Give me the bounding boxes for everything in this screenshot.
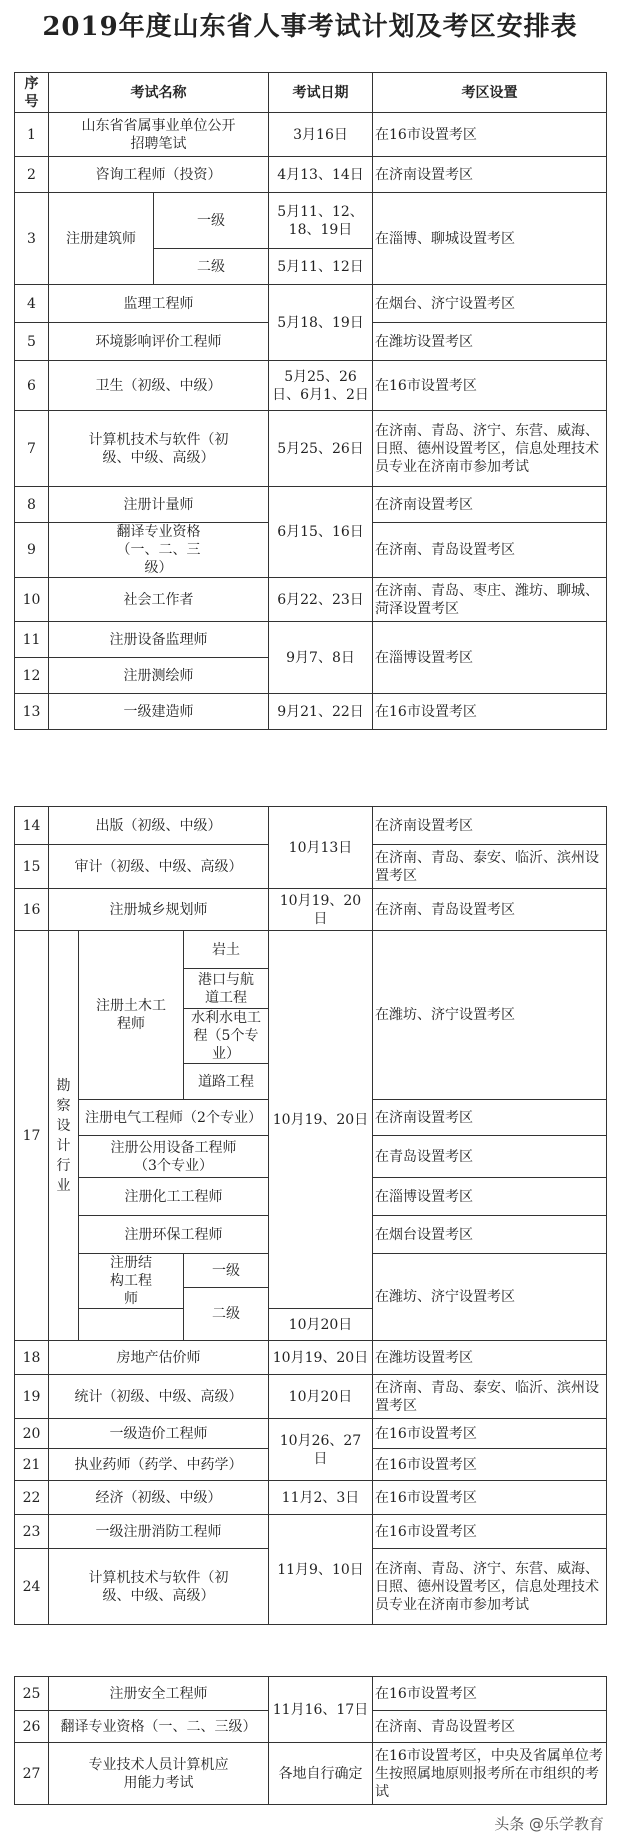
exam-date: 5月11、12、18、19日 — [269, 193, 373, 249]
exam-table-part-1 — [14, 72, 607, 730]
row-no: 17 — [15, 931, 49, 1341]
exam-location: 在济南、青岛、泰安、临沂、滨州设置考区 — [373, 1375, 607, 1419]
exam-specialty: 岩土 — [184, 931, 269, 969]
exam-name: 注册电气工程师（2个专业） — [79, 1100, 269, 1136]
exam-date: 各地自行确定 — [269, 1743, 373, 1805]
row-no: 5 — [15, 323, 49, 361]
row-no: 26 — [15, 1711, 49, 1743]
exam-location: 在济南、青岛设置考区 — [373, 1711, 607, 1743]
exam-location: 在淄博设置考区 — [373, 622, 607, 694]
row-no: 9 — [15, 523, 49, 578]
table-row — [15, 694, 607, 730]
exam-location: 在潍坊设置考区 — [373, 323, 607, 361]
exam-name: 一级建造师 — [49, 694, 269, 730]
exam-date: 10月19、20日 — [269, 889, 373, 931]
exam-location: 在济南设置考区 — [373, 807, 607, 845]
page-title: 2019年度山东省人事考试计划及考区安排表 — [42, 12, 578, 42]
exam-date: 11月9、10日 — [269, 1515, 373, 1625]
exam-location: 在潍坊设置考区 — [373, 1341, 607, 1375]
exam-location: 在济南、青岛、济宁、东营、威海、日照、德州设置考区，信息处理技术员专业在济南市参加考试 — [373, 1549, 607, 1625]
row-no: 3 — [15, 193, 49, 285]
exam-location: 在烟台设置考区 — [373, 1216, 607, 1254]
row-no: 21 — [15, 1449, 49, 1481]
exam-name: 注册设备监理师 — [49, 622, 269, 658]
row-no: 10 — [15, 578, 49, 622]
table-row — [15, 361, 607, 411]
exam-specialty: 水利水电工程（5个专业） — [184, 1009, 269, 1064]
table-row — [15, 622, 607, 658]
header-name: 考试名称 — [49, 73, 269, 113]
exam-specialty: 道路工程 — [184, 1064, 269, 1100]
exam-name: 计算机技术与软件（初级、中级、高级） — [49, 411, 269, 487]
table-row — [15, 1341, 607, 1375]
table-row — [15, 1481, 607, 1515]
industry-category — [49, 931, 79, 1341]
table-row — [15, 578, 607, 622]
exam-level: 二级 — [154, 249, 269, 285]
row-no: 27 — [15, 1743, 49, 1805]
row-no: 7 — [15, 411, 49, 487]
exam-level: 一级 — [184, 1254, 269, 1288]
exam-location: 在16市设置考区 — [373, 1481, 607, 1515]
exam-name: 环境影响评价工程师 — [49, 323, 269, 361]
exam-location: 在16市设置考区 — [373, 694, 607, 730]
exam-date: 5月18、19日 — [269, 285, 373, 361]
row-no: 13 — [15, 694, 49, 730]
exam-name: 注册城乡规划师 — [49, 889, 269, 931]
row-no: 2 — [15, 157, 49, 193]
exam-location: 在16市设置考区 — [373, 1419, 607, 1449]
exam-date: 11月2、3日 — [269, 1481, 373, 1515]
exam-date: 10月20日 — [269, 1309, 373, 1341]
exam-location: 在烟台、济宁设置考区 — [373, 285, 607, 323]
exam-name: 翻译专业资格（一、二、三级） — [49, 523, 269, 578]
exam-date: 10月13日 — [269, 807, 373, 889]
table-row — [15, 411, 607, 487]
exam-level: 二级 — [184, 1288, 269, 1341]
exam-name: 社会工作者 — [49, 578, 269, 622]
table-row — [15, 487, 607, 523]
exam-date: 5月11、12日 — [269, 249, 373, 285]
exam-name: 房地产估价师 — [49, 1341, 269, 1375]
exam-name: 经济（初级、中级） — [49, 1481, 269, 1515]
exam-name: 咨询工程师（投资） — [49, 157, 269, 193]
table-row — [15, 1677, 607, 1711]
table-row — [15, 1375, 607, 1419]
row-no: 25 — [15, 1677, 49, 1711]
header-location: 考区设置 — [373, 73, 607, 113]
exam-location: 在济南、青岛设置考区 — [373, 523, 607, 578]
row-no: 4 — [15, 285, 49, 323]
row-no: 15 — [15, 845, 49, 889]
table-row — [15, 193, 607, 249]
exam-name: 专业技术人员计算机应用能力考试 — [49, 1743, 269, 1805]
exam-date: 9月21、22日 — [269, 694, 373, 730]
exam-name: 注册结构工程师 — [79, 1254, 184, 1309]
row-no: 11 — [15, 622, 49, 658]
exam-date: 5月25、26日、6月1、2日 — [269, 361, 373, 411]
exam-location: 在济南、青岛、泰安、临沂、滨州设置考区 — [373, 845, 607, 889]
exam-level: 一级 — [154, 193, 269, 249]
exam-date: 10月19、20日 — [269, 1341, 373, 1375]
row-no: 8 — [15, 487, 49, 523]
exam-location: 在16市设置考区 — [373, 361, 607, 411]
exam-name: 卫生（初级、中级） — [49, 361, 269, 411]
exam-date: 5月25、26日 — [269, 411, 373, 487]
table-row — [15, 1743, 607, 1805]
table-row — [15, 285, 607, 323]
exam-name: 注册建筑师 — [49, 193, 154, 285]
exam-table-part-3 — [14, 1676, 607, 1805]
exam-location: 在16市设置考区 — [373, 113, 607, 157]
exam-location: 在济南设置考区 — [373, 157, 607, 193]
header-no: 序号 — [15, 73, 49, 113]
row-no: 23 — [15, 1515, 49, 1549]
row-no: 1 — [15, 113, 49, 157]
header-date: 考试日期 — [269, 73, 373, 113]
exam-name: 注册安全工程师 — [49, 1677, 269, 1711]
table-row — [15, 889, 607, 931]
exam-location: 在青岛设置考区 — [373, 1136, 607, 1178]
exam-date: 10月20日 — [269, 1375, 373, 1419]
row-no: 14 — [15, 807, 49, 845]
row-no: 20 — [15, 1419, 49, 1449]
exam-location: 在16市设置考区 — [373, 1449, 607, 1481]
exam-name: 注册计量师 — [49, 487, 269, 523]
exam-location: 在16市设置考区，中央及省属单位考生按照属地原则报考所在市组织的考试 — [373, 1743, 607, 1805]
exam-table-part-2 — [14, 806, 607, 1625]
exam-name: 一级造价工程师 — [49, 1419, 269, 1449]
table-row — [15, 1515, 607, 1549]
table-row — [15, 1419, 607, 1449]
exam-location: 在淄博设置考区 — [373, 1178, 607, 1216]
exam-location: 在济南、青岛、枣庄、潍坊、聊城、菏泽设置考区 — [373, 578, 607, 622]
exam-name: 注册测绘师 — [49, 658, 269, 694]
exam-name: 统计（初级、中级、高级） — [49, 1375, 269, 1419]
exam-name: 执业药师（药学、中药学） — [49, 1449, 269, 1481]
exam-name: 注册化工工程师 — [79, 1178, 269, 1216]
exam-location: 在济南、青岛、济宁、东营、威海、日照、德州设置考区，信息处理技术员专业在济南市参加考试 — [373, 411, 607, 487]
exam-date: 11月16、17日 — [269, 1677, 373, 1743]
exam-date: 9月7、8日 — [269, 622, 373, 694]
row-no: 18 — [15, 1341, 49, 1375]
exam-date: 6月15、16日 — [269, 487, 373, 578]
row-no: 16 — [15, 889, 49, 931]
exam-specialty: 港口与航道工程 — [184, 969, 269, 1009]
exam-name: 一级注册消防工程师 — [49, 1515, 269, 1549]
exam-date: 10月26、27日 — [269, 1419, 373, 1481]
exam-date: 10月19、20日 — [269, 931, 373, 1309]
row-no: 6 — [15, 361, 49, 411]
table-row — [15, 807, 607, 845]
row-no: 12 — [15, 658, 49, 694]
exam-name: 计算机技术与软件（初级、中级、高级） — [49, 1549, 269, 1625]
exam-name: 注册环保工程师 — [79, 1216, 269, 1254]
exam-location: 在淄博、聊城设置考区 — [373, 193, 607, 285]
exam-location: 在16市设置考区 — [373, 1677, 607, 1711]
exam-date: 4月13、14日 — [269, 157, 373, 193]
exam-location: 在济南设置考区 — [373, 487, 607, 523]
exam-location: 在济南设置考区 — [373, 1100, 607, 1136]
row-no: 19 — [15, 1375, 49, 1419]
exam-location: 在16市设置考区 — [373, 1515, 607, 1549]
exam-name: 审计（初级、中级、高级） — [49, 845, 269, 889]
exam-name: 山东省省属事业单位公开招聘笔试 — [49, 113, 269, 157]
exam-name: 注册土木工程师 — [79, 931, 184, 1100]
exam-date: 6月22、23日 — [269, 578, 373, 622]
table-row — [15, 931, 607, 969]
exam-name: 出版（初级、中级） — [49, 807, 269, 845]
exam-location: 在潍坊、济宁设置考区 — [373, 931, 607, 1100]
row-no: 24 — [15, 1549, 49, 1625]
source-watermark: 头条 @乐学教育 — [494, 1815, 604, 1833]
exam-name: 注册公用设备工程师（3个专业） — [79, 1136, 269, 1178]
exam-location: 在济南、青岛设置考区 — [373, 889, 607, 931]
exam-name: 监理工程师 — [49, 285, 269, 323]
exam-name: 翻译专业资格（一、二、三级） — [49, 1711, 269, 1743]
exam-location: 在潍坊、济宁设置考区 — [373, 1254, 607, 1341]
table-row — [15, 113, 607, 157]
industry-category-label: 勘察设计行业 — [56, 1077, 71, 1194]
table-row — [15, 157, 607, 193]
row-no: 22 — [15, 1481, 49, 1515]
exam-date: 3月16日 — [269, 113, 373, 157]
